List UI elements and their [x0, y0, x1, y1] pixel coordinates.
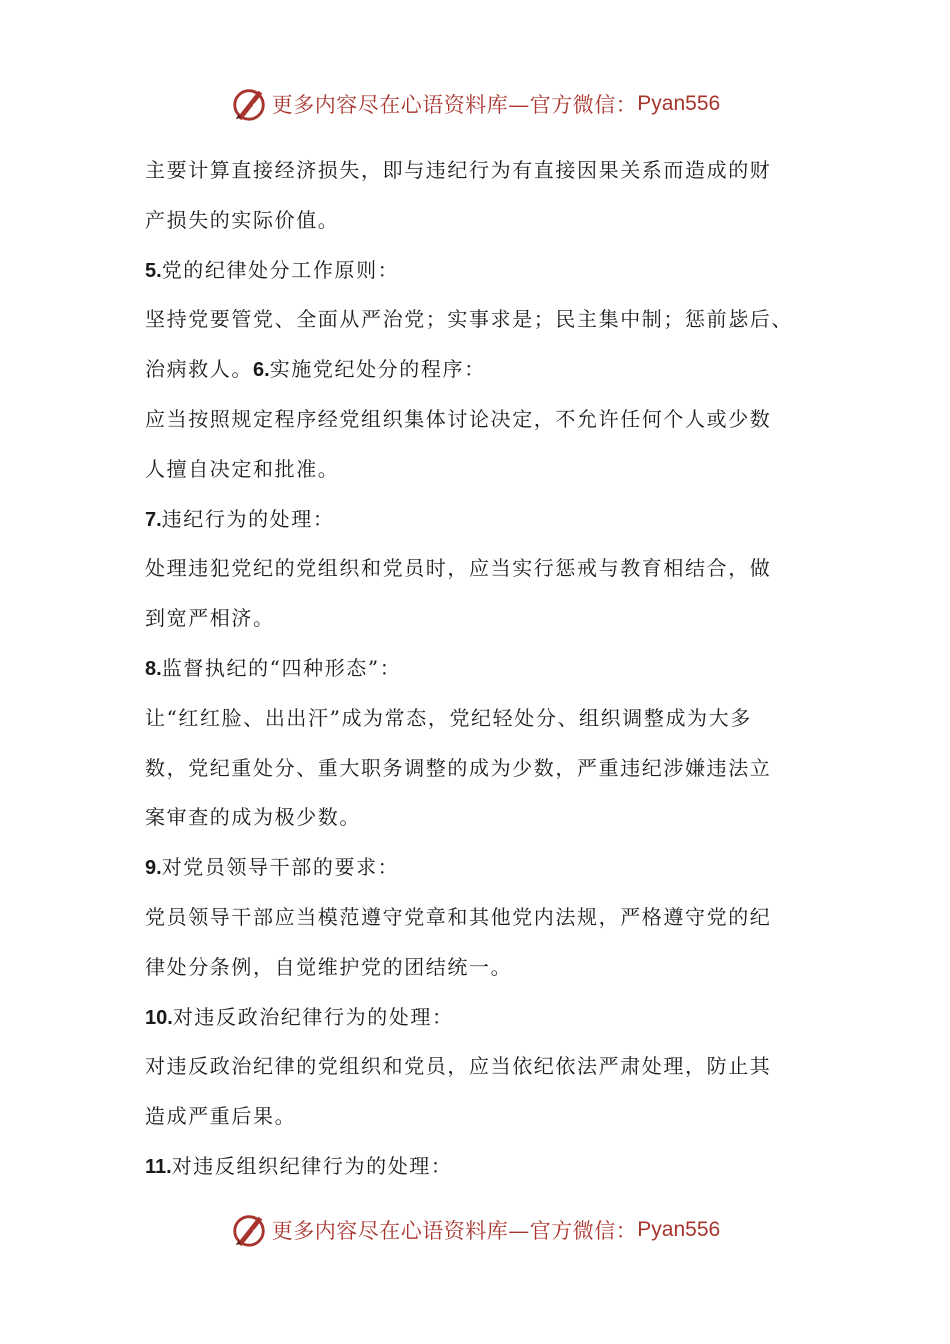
section-heading: 11.对违反组织纪律行为的处理：: [145, 1153, 453, 1178]
watermark-account: Pyan556: [637, 1218, 721, 1241]
document-body: [145, 146, 815, 1192]
watermark-account: Pyan556: [637, 92, 721, 115]
text-line: 造成严重后果。: [145, 1104, 297, 1129]
text-line: 党员领导干部应当模范遵守党章和其他党内法规，严格遵守党的纪: [145, 904, 772, 929]
text-line: 让“红红脸、出出汗”成为常态，党纪轻处分、组织调整成为大多: [145, 705, 752, 730]
text-line: 产损失的实际价值。: [145, 207, 340, 232]
text-line: 数，党纪重处分、重大职务调整的成为少数，严重违纪涉嫌违法立: [145, 755, 772, 780]
text-line: 案审查的成为极少数。: [145, 805, 361, 830]
text-line: 主要计算直接经济损失，即与违纪行为有直接因果关系而造成的财: [145, 158, 772, 182]
text-line: 律处分条例，自觉维护党的团结统一。: [145, 954, 513, 979]
pen-circle-logo-icon: [230, 1211, 268, 1249]
section-heading: 9.对党员领导干部的要求：: [145, 855, 400, 880]
text-line: 应当按照规定程序经党组织集体讨论决定，不允许任何个人或少数: [145, 406, 772, 431]
section-heading: 8.监督执纪的“四种形态”：: [145, 655, 402, 680]
watermark-text: 更多内容尽在心语资料库—官方微信：: [271, 1219, 638, 1243]
footer-watermark: [0, 1210, 950, 1250]
section-heading: 7.违纪行为的处理：: [145, 506, 335, 531]
section-heading: 10.对违反政治纪律行为的处理：: [145, 1004, 454, 1029]
section-heading: 5.党的纪律处分工作原则：: [145, 257, 400, 282]
text-line: 坚持党要管党、全面从严治党；实事求是；民主集中制；惩前毖后、: [145, 307, 793, 332]
text-line: 治病救人。6.实施党纪处分的程序：: [145, 357, 486, 382]
text-line: 处理违犯党纪的党组织和党员时，应当实行惩戒与教育相结合，做: [145, 556, 772, 581]
text-line: 到宽严相济。: [145, 606, 275, 631]
header-watermark: [0, 84, 950, 124]
watermark-text: 更多内容尽在心语资料库—官方微信：: [271, 93, 638, 117]
text-line: 人擅自决定和批准。: [145, 456, 340, 481]
pen-circle-logo-icon: [230, 85, 268, 123]
text-line: 对违反政治纪律的党组织和党员，应当依纪依法严肃处理，防止其: [145, 1054, 772, 1079]
